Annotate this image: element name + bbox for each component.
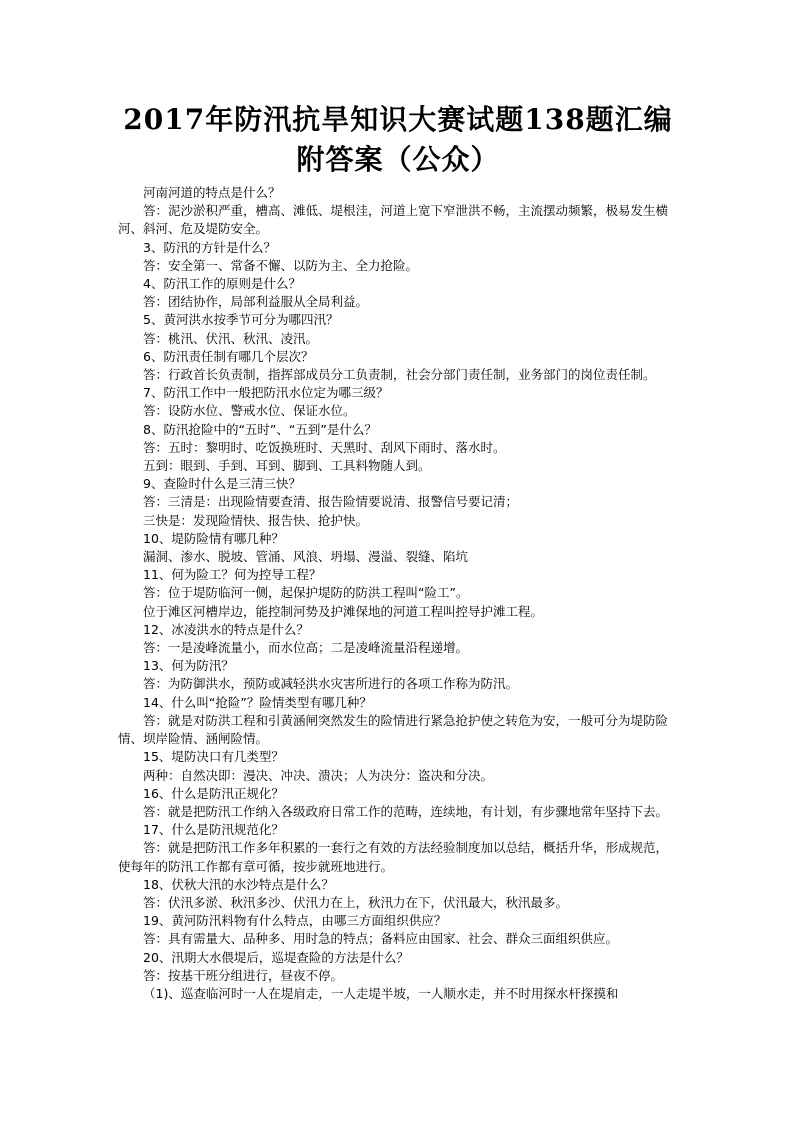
document-page	[118, 100, 678, 1003]
question-line: 12、冰凌洪水的特点是什么？	[143, 621, 309, 637]
answer-line: 答：桃汛、伏汛、秋汛、凌汛。	[143, 330, 319, 346]
answer-paragraph: 答：行政首长负责制，指挥部成员分工负责制，社会分部门责任制，业务部门的岗位责任制。	[143, 367, 656, 383]
question-line: 6、防汛责任制有哪几个层次？	[143, 348, 314, 364]
question-line: 18、伏秋大汛的水沙特点是什么？	[143, 876, 334, 892]
question-line: 7、防汛工作中一般把防汛水位定为哪三级？	[143, 385, 389, 401]
answer-line: 答：位于堤防临河一侧，起保护堤防的防洪工程叫“险工”。	[143, 585, 469, 601]
question-line: 5、黄河洪水按季节可分为哪四汛？	[143, 312, 339, 328]
title-line-2: 附答案（公众）	[296, 143, 500, 176]
answer-line: 答：一是凌峰流量小，而水位高；二是凌峰流量沿程递增。	[143, 640, 469, 656]
answer-line: 答：三清是：出现险情要查清、报告险情要说清、报警信号要记清；	[143, 494, 519, 510]
question-line: 15、堤防决口有几类型？	[143, 749, 284, 765]
document-title	[118, 100, 678, 180]
answer-paragraph: 答：泥沙淤积严重，槽高、滩低、堤根洼，河道上宽下窄泄洪不畅，主流摆动频繁，极易发生横河、斜河、危及堤防安全。	[118, 203, 669, 237]
answer-paragraph: 答：就是对防洪工程和引黄涵闸突然发生的险情进行紧急抢护使之转危为安，一般可分为堤防险情、坝岸险情、涵闸险情。	[118, 712, 669, 747]
question-line: 3、防汛的方针是什么？	[143, 239, 276, 255]
question-line: 20、汛期大水偎堤后，巡堤查险的方法是什么？	[143, 949, 409, 965]
question-line: 4、防汛工作的原则是什么？	[143, 276, 301, 292]
answer-line: 两种：自然决即：漫决、冲决、溃决；人为决分：盗决和分决。	[143, 767, 494, 783]
question-line: 河南河道的特点是什么？	[143, 185, 281, 200]
question-line: 19、黄河防汛料物有什么特点，由哪三方面组织供应？	[143, 913, 447, 929]
answer-line: 答：按基干班分组进行，昼夜不停。	[143, 967, 344, 983]
question-line: 14、什么叫“抢险”？险情类型有哪几种？	[143, 694, 372, 710]
answer-line: 答：为防御洪水，预防或减轻洪水灾害所进行的各项工作称为防汛。	[143, 676, 519, 692]
answer-line: 答：五时：黎明时、吃饭换班时、天黑时、刮风下雨时、落水时。	[143, 439, 506, 455]
question-line: 13、何为防汛？	[143, 658, 234, 674]
answer-line: 三快是：发现险情快、报告快、抢护快。	[143, 512, 369, 528]
answer-line: 答：安全第一、常备不懈、以防为主、全力抢险。	[143, 257, 419, 273]
question-line: 11、何为险工？何为控导工程？	[143, 567, 322, 583]
answer-line: 漏洞、渗水、脱坡、管涌、风浪、坍塌、漫溢、裂缝、陷坑	[143, 549, 469, 565]
answer-line: 答：团结协作，局部利益服从全局利益。	[143, 294, 369, 310]
answer-paragraph: 答：就是把防汛工作多年积累的一套行之有效的方法经验制度加以总结，概括升华，形成规范，使每年的防汛工作都有章可循，按步就班地进行。	[118, 840, 669, 874]
answer-line: （1)、巡查临河时一人在堤肩走，一人走堤半坡，一人顺水走，并不时用探水杆探摸和	[143, 985, 619, 1001]
question-line: 9、查险时什么是三清三快？	[143, 476, 301, 492]
question-line: 16、什么是防汛正规化？	[143, 785, 284, 801]
title-line-1: 2017年防汛抗旱知识大赛试题138题汇编	[123, 103, 673, 136]
question-line: 8、防汛抢险中的“五时”、“五到”是什么？	[143, 421, 377, 437]
question-line: 17、什么是防汛规范化？	[143, 822, 284, 838]
answer-line: 答：伏汛多淤、秋汛多沙、伏汛力在上，秋汛力在下，伏汛最大，秋汛最多。	[143, 894, 569, 910]
answer-line: 五到：眼到、手到、耳到、脚到、工具料物随人到。	[143, 458, 431, 474]
question-line: 10、堤防险情有哪几种？	[143, 530, 284, 546]
answer-line: 位于滩区河槽岸边，能控制河势及护滩保地的河道工程叫控导护滩工程。	[143, 603, 544, 619]
answer-line: 答：具有需量大、品种多、用时急的特点；备料应由国家、社会、群众三面组织供应。	[143, 931, 619, 947]
answer-line: 答：设防水位、警戒水位、保证水位。	[143, 403, 356, 419]
answer-paragraph: 答：就是把防汛工作纳入各级政府日常工作的范畴，连续地，有计划，有步骤地常年坚持下去。	[143, 803, 669, 819]
